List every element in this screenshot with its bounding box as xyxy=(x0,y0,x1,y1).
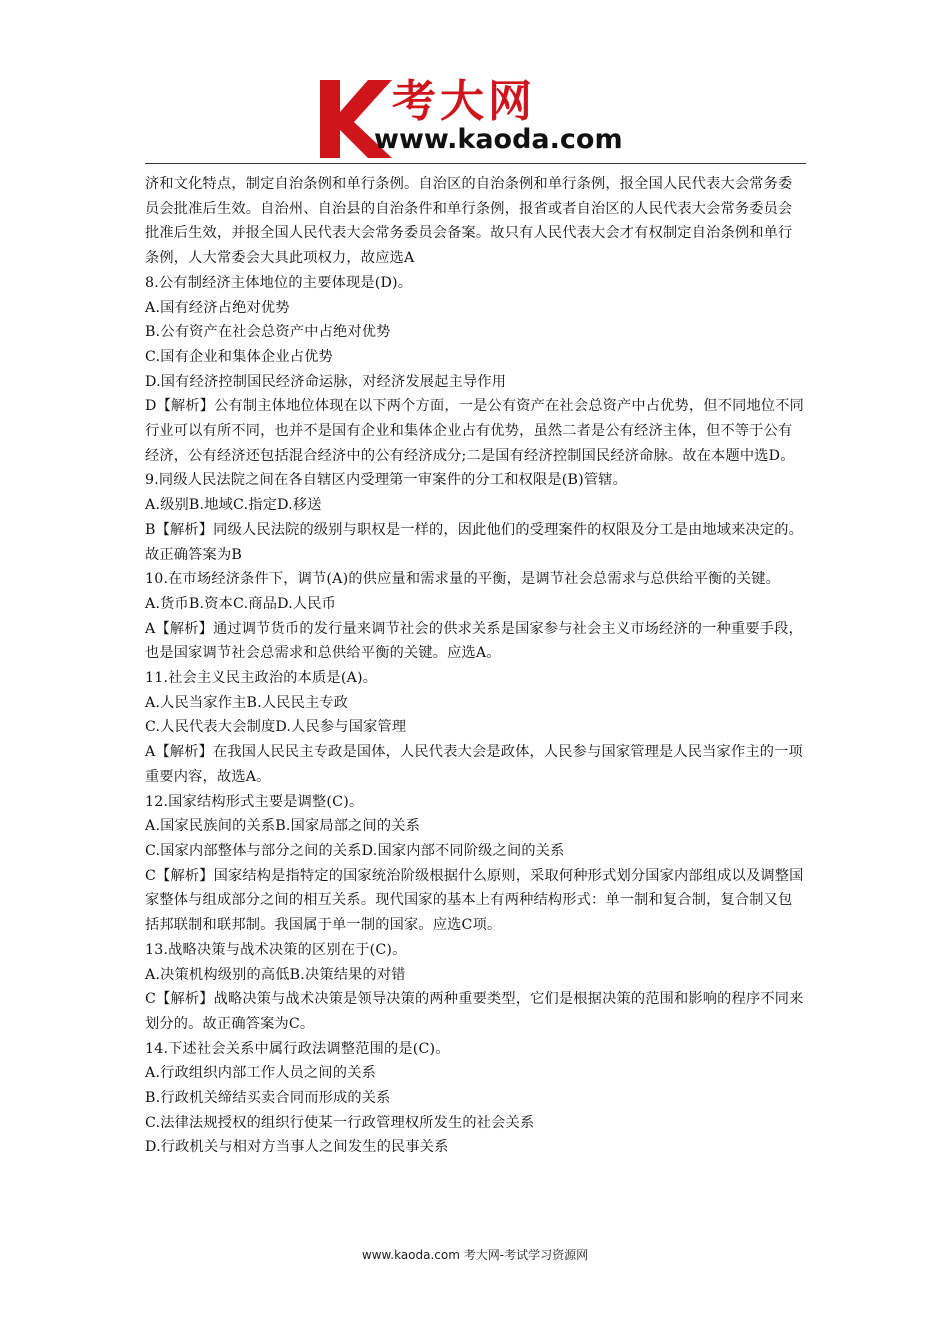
option: C.人民代表大会制度D.人民参与国家管理 xyxy=(145,719,407,736)
option: B.行政机关缔结买卖合同而形成的关系 xyxy=(145,1090,391,1107)
analysis: B【解析】同级人民法院的级别与职权是一样的，因此他们的受理案件的权限及分工是由地域来决定的。故正确答案为B xyxy=(145,521,804,563)
question-9: 9.同级人民法院之间在各自辖区内受理第一审案件的分工和权限是(B)管辖。 xyxy=(145,472,628,489)
document-body xyxy=(145,172,806,1160)
option: B.公有资产在社会总资产中占绝对优势 xyxy=(145,324,391,341)
option: A.决策机构级别的高低B.决策结果的对错 xyxy=(145,966,406,983)
analysis: D【解析】公有制主体地位体现在以下两个方面，一是公有资产在社会总资产中占优势，但不同地位不同行业可以有所不同，也并不是国有企业和集体企业占有优势，虽然二者是公有经济主体，但不等于公有经济，公有经济还包括混合经济中的公有经济成分;二是国有经济控制国民经济命脉。故在本题中选D。 xyxy=(145,398,805,464)
option: A.行政组织内部工作人员之间的关系 xyxy=(145,1065,376,1082)
option: D.行政机关与相对方当事人之间发生的民事关系 xyxy=(145,1139,449,1156)
logo-url: www.kaoda.com xyxy=(374,124,623,155)
option: A.国家民族间的关系B.国家局部之间的关系 xyxy=(145,818,421,835)
analysis: C【解析】战略决策与战术决策是领导决策的两种重要类型，它们是根据决策的范围和影响的程序不同来划分的。故正确答案为C。 xyxy=(145,991,804,1032)
option: A.人民当家作主B.人民民主专政 xyxy=(145,694,349,711)
question-11: 11.社会主义民主政治的本质是(A)。 xyxy=(145,670,378,687)
question-12: 12.国家结构形式主要是调整(C)。 xyxy=(145,793,364,810)
option: A.级别B.地域C.指定D.移送 xyxy=(145,497,322,514)
analysis: A【解析】在我国人民民主专政是国体，人民代表大会是政体，人民参与国家管理是人民当家作主的一项重要内容，故选A。 xyxy=(145,744,803,785)
option: C.国有企业和集体企业占优势 xyxy=(145,348,333,365)
analysis: A【解析】通过调节货币的发行量来调节社会的供求关系是国家参与社会主义市场经济的一种重要手段，也是国家调节社会总需求和总供给平衡的关键。应选A。 xyxy=(145,620,803,662)
page-header xyxy=(0,0,950,165)
page-footer[interactable]: www.kaoda.com 考大网-考试学习资源网 xyxy=(361,1248,589,1262)
option: A.货币B.资本C.商品D.人民币 xyxy=(145,595,337,612)
logo-chinese-name: 考大网 xyxy=(392,76,536,127)
question-8: 8.公有制经济主体地位的主要体现是(D)。 xyxy=(145,274,413,291)
question-10: 10.在市场经济条件下，调节(A)的供应量和需求量的平衡，是调节社会总需求与总供给平衡的关键。 xyxy=(145,571,780,588)
option: D.国有经济控制国民经济命运脉，对经济发展起主导作用 xyxy=(145,373,507,390)
header-divider xyxy=(145,163,806,164)
paragraph: 济和文化特点，制定自治条例和单行条例。自治区的自治条例和单行条例，报全国人民代表大会常务委员会批准后生效。自治州、自治县的自治条件和单行条例，报省或者自治区的人民代表大会常务委员会批准后生效，并报全国人民代表大会常务委员会备案。故只有人民代表大会才有权制定自治条例和单行条例，人大常委会大具此项权力，故应选A xyxy=(145,176,793,267)
question-13: 13.战略决策与战术决策的区别在于(C)。 xyxy=(145,941,407,958)
question-14: 14.下述社会关系中属行政法调整范围的是(C)。 xyxy=(145,1040,450,1057)
option: A.国有经济占绝对优势 xyxy=(145,299,290,316)
option: C.国家内部整体与部分之间的关系D.国家内部不同阶级之间的关系 xyxy=(145,842,565,859)
kaoda-logo[interactable] xyxy=(316,78,636,160)
option: C.法律法规授权的组织行使某一行政管理权所发生的社会关系 xyxy=(145,1114,535,1131)
analysis: C【解析】国家结构是指特定的国家统治阶级根据什么原则，采取何种形式划分国家内部组成以及调整国家整体与组成部分之间的相互关系。现代国家的基本上有两种结构形式：单一制和复合制，复合制又包括邦联制和联邦制。我国属于单一制的国家。应选C项。 xyxy=(145,867,804,934)
